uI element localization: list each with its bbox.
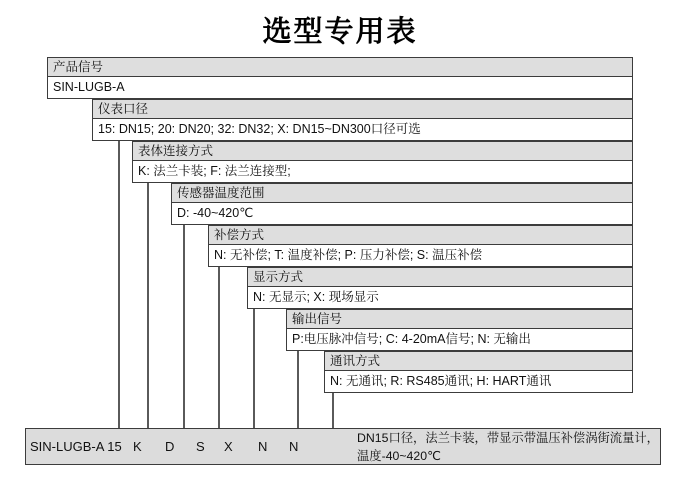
option-box-options: N: 无补偿; T: 温度补偿; P: 压力补偿; S: 温压补偿	[209, 245, 632, 265]
connector-line-connection	[147, 183, 149, 428]
connector-line-communication	[332, 393, 334, 428]
code-letter-display: X	[224, 439, 233, 454]
connector-line-diameter	[118, 141, 120, 428]
model-code-text: SIN-LUGB-A 15	[30, 439, 122, 454]
option-box-header: 输出信号	[287, 310, 632, 329]
option-box-header: 通讯方式	[325, 352, 632, 371]
option-box-compensation	[208, 225, 633, 267]
option-box-header: 仪表口径	[93, 100, 632, 119]
option-box-display-mode	[247, 267, 633, 309]
page-title: 选型专用表	[262, 16, 418, 48]
option-box-options: K: 法兰卡装; F: 法兰连接型;	[133, 161, 632, 181]
option-box-diameter	[92, 99, 633, 141]
model-description-line-2: 温度-40~420℃	[357, 449, 441, 463]
option-box-header: 补偿方式	[209, 226, 632, 245]
option-box-output-signal	[286, 309, 633, 351]
code-letter-temp-range: D	[165, 439, 175, 454]
option-box-header: 显示方式	[248, 268, 632, 287]
option-box-communication	[324, 351, 633, 393]
option-box-header: 传感器温度范围	[172, 184, 632, 203]
option-box-options: N: 无通讯; R: RS485通讯; H: HART通讯	[325, 371, 632, 391]
option-box-options: P:电压脉冲信号; C: 4-20mA信号; N: 无输出	[287, 329, 632, 349]
option-box-header: 产品信号	[48, 58, 632, 77]
connector-line-output	[297, 351, 299, 428]
option-box-product-signal	[47, 57, 633, 99]
option-box-options: 15: DN15; 20: DN20; 32: DN32; X: DN15~DN300口径可选	[93, 119, 632, 139]
option-box-connection-type	[132, 141, 633, 183]
code-letter-connection: K	[133, 439, 142, 454]
option-box-options: SIN-LUGB-A	[48, 77, 632, 97]
connector-line-compensation	[218, 267, 220, 428]
option-box-options: N: 无显示; X: 现场显示	[248, 287, 632, 307]
code-letter-output: N	[258, 439, 268, 454]
connector-line-temp-range	[183, 225, 185, 428]
connector-line-display	[253, 309, 255, 428]
option-box-options: D: -40~420℃	[172, 203, 632, 223]
option-box-header: 表体连接方式	[133, 142, 632, 161]
code-letter-communication: N	[289, 439, 299, 454]
model-description-line-1: DN15口径，法兰卡装，带显示带温压补偿涡街流量计，	[357, 431, 659, 445]
code-letter-compensation: S	[196, 439, 205, 454]
option-box-sensor-temp-range	[171, 183, 633, 225]
model-description	[357, 429, 659, 465]
